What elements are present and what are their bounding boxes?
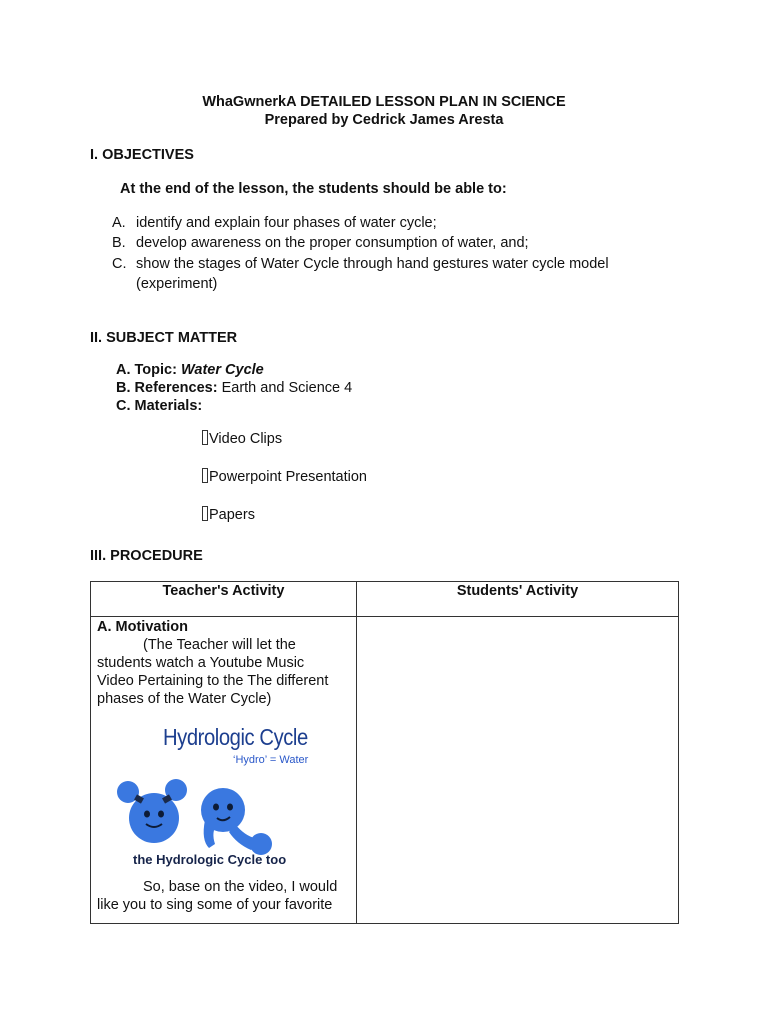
- motivation-line: phases of the Water Cycle): [97, 691, 272, 707]
- teacher-column-header: Teacher's Activity: [91, 582, 357, 617]
- topic-value: Water Cycle: [180, 362, 264, 378]
- students-column-header: Students' Activity: [357, 582, 679, 617]
- objective-text: identify and explain four phases of water cycle;: [136, 215, 437, 231]
- references-line: [116, 380, 352, 396]
- material-text: Powerpoint Presentation: [209, 469, 367, 485]
- objectives-heading: I. OBJECTIVES: [90, 147, 194, 163]
- objectives-intro: At the end of the lesson, the students should be able to:: [120, 181, 507, 197]
- objective-item: [112, 254, 672, 274]
- image-subtitle: ‘Hydro’ = Water: [233, 754, 309, 766]
- water-droplets-illustration: [113, 720, 347, 870]
- materials-label: C. Materials:: [116, 398, 203, 414]
- document-title: WhaGwnerkA DETAILED LESSON PLAN IN SCIENCE: [202, 94, 566, 110]
- material-text: Video Clips: [209, 431, 283, 447]
- topic-label: A. Topic:: [116, 362, 177, 378]
- procedure-table: [90, 581, 679, 924]
- objective-item-continuation: (experiment): [136, 276, 218, 292]
- students-activity-cell: [357, 617, 679, 924]
- followup-line: So, base on the video, I would: [143, 879, 338, 895]
- motivation-line: students watch a Youtube Music: [97, 655, 305, 671]
- objective-item: [112, 233, 672, 253]
- subject-matter-heading: II. SUBJECT MATTER: [90, 330, 238, 346]
- material-item: [202, 430, 282, 447]
- motivation-line: (The Teacher will let the: [143, 637, 296, 653]
- material-text: Papers: [209, 507, 255, 523]
- document-author: Prepared by Cedrick James Aresta: [264, 112, 504, 128]
- objective-item: [112, 213, 672, 233]
- video-thumbnail: [113, 720, 347, 870]
- teacher-activity-cell: [91, 617, 357, 924]
- table-header-row: [91, 582, 679, 617]
- motivation-label: A. Motivation: [97, 619, 189, 635]
- objective-text: develop awareness on the proper consumption of water, and;: [136, 235, 529, 251]
- topic-line: [116, 362, 264, 378]
- bullet-glyph: [202, 468, 208, 483]
- references-label: B. References:: [116, 380, 218, 396]
- procedure-heading: III. PROCEDURE: [90, 548, 203, 564]
- objective-letter: C.: [112, 256, 127, 272]
- objective-letter: B.: [112, 235, 126, 251]
- droplet-right: [201, 788, 272, 855]
- droplet-left: [117, 779, 187, 843]
- material-item: [202, 506, 255, 523]
- image-caption: the Hydrologic Cycle too: [133, 852, 287, 867]
- objective-text: show the stages of Water Cycle through hand gestures water cycle model: [136, 256, 609, 272]
- references-value: Earth and Science 4: [221, 380, 353, 396]
- table-row: [91, 617, 679, 924]
- followup-line: like you to sing some of your favorite: [97, 897, 333, 913]
- bullet-glyph: [202, 506, 208, 521]
- image-title: Hydrologic Cycle: [163, 724, 308, 750]
- bullet-glyph: [202, 430, 208, 445]
- motivation-line: Video Pertaining to the The different: [97, 673, 329, 689]
- objective-letter: A.: [112, 215, 126, 231]
- material-item: [202, 468, 367, 485]
